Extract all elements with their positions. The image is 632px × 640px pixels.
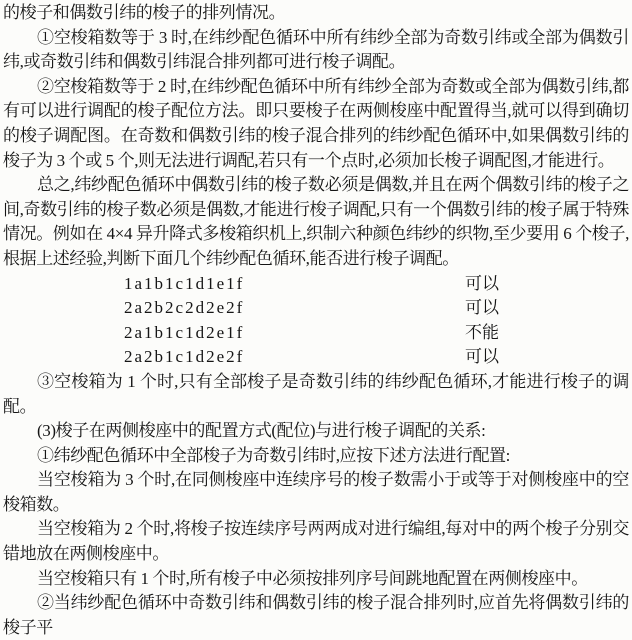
judgment-row [3, 321, 629, 346]
cycle-code: 1a1b1c1d1e1f [124, 273, 245, 293]
judgment-table [3, 272, 629, 370]
verdict-label: 可以 [465, 298, 499, 318]
verdict-label: 可以 [465, 347, 499, 367]
paragraph-empty-box-2: ②空梭箱数等于 2 时,在纬纱配色循环中所有纬纱全部为奇数或全部为偶数引纬,都有可以进行调配的梭子配位方法。即只要梭子在两侧梭座中配置得当,就可以得到确切的梭子调配图。在奇数和偶数引纬的梭子混合排列的纬纱配色循环中,如果偶数引纬的梭子为 3 个或 5 个,则无法进行调配,若只有一个点时,必须加长梭子调配图,才能进行。 [3, 76, 629, 170]
judgment-row [3, 272, 629, 297]
paragraph-empty-box-1: ③空梭箱为 1 个时,只有全部梭子是奇数引纬的纬纱配色循环,才能进行梭子的调配。 [3, 371, 629, 416]
verdict-label: 可以 [465, 273, 499, 293]
paragraph-empty-box-3: ①空梭箱数等于 3 时,在纬纱配色循环中所有纬纱全部为奇数引纬或全部为偶数引纬,或奇数引纬和偶数引纬混合排列都可进行梭子调配。 [3, 27, 629, 72]
paragraph-rule-1-box: 当空梭箱只有 1 个时,所有梭子中必须按排列序号间跳地配置在两侧梭座中。 [37, 568, 588, 588]
verdict-label: 不能 [465, 322, 499, 342]
judgment-row [3, 296, 629, 321]
paragraph-continuation: 的梭子和偶数引纬的梭子的排列情况。 [3, 3, 286, 22]
paragraph-config-rule: ①纬纱配色循环中全部梭子为奇数引纬时,应按下述方法进行配置: [37, 445, 510, 465]
cycle-code: 2a1b1c1d2e1f [124, 322, 245, 342]
judgment-row [3, 345, 629, 370]
cycle-code: 2a2b1c1d2e2f [124, 347, 245, 367]
paragraph-rule-2-boxes: 当空梭箱为 2 个时,将梭子按连续序号两两成对进行编组,每对中的两个梭子分别交错地放在两侧梭座中。 [3, 519, 629, 564]
paragraph-mixed-arrangement: ②当纬纱配色循环中奇数引纬和偶数引纬的梭子混合排列时,应首先将偶数引纬的梭子平 [3, 593, 629, 637]
cycle-code: 2a2b2c2d2e2f [124, 298, 245, 318]
paragraph-section-3: (3)梭子在两侧梭座中的配置方式(配位)与进行梭子调配的关系: [37, 421, 486, 441]
paragraph-rule-3-boxes: 当空梭箱为 3 个时,在同侧梭座中连续序号的梭子数需小于或等于对侧梭座中的空梭箱数。 [3, 470, 629, 514]
paragraph-summary: 总之,纬纱配色循环中偶数引纬的梭子数必须是偶数,并且在两个偶数引纬的梭子之间,奇数引纬的梭子数必须是偶数,才能进行梭子调配,只有一个偶数引纬的梭子属于特殊情况。例如在 4×4 异升降式多梭箱织机上,织制六种颜色纬纱的织物,至少要用 6 个梭子,根据上述经验,判断下面几个纬纱配色循环,能否进行梭子调配。 [3, 175, 629, 268]
